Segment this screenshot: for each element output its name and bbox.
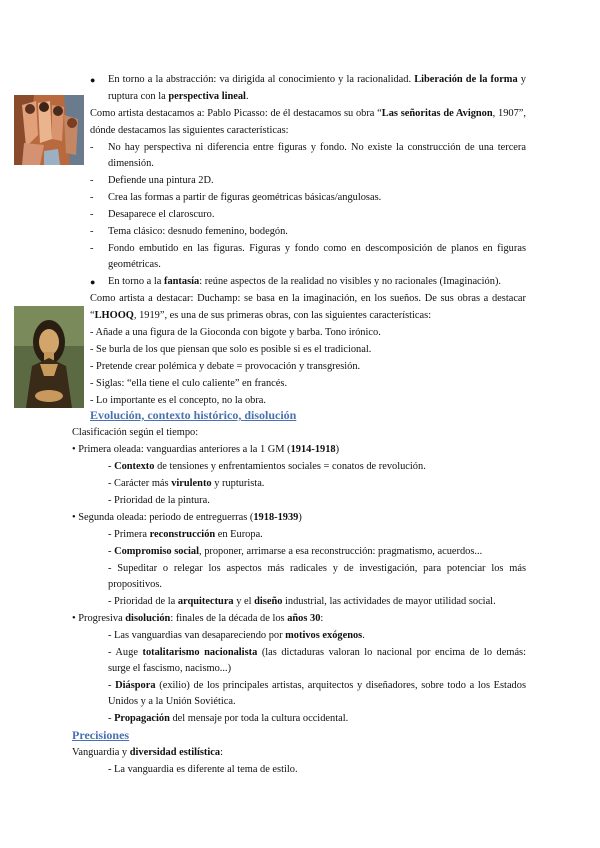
first-wave-item-2 [108,477,264,490]
picasso-feature-1b: dimensión. [108,158,154,169]
text: En torno a la abstracción: va dirigida al conocimiento y la racionalidad. [108,74,415,85]
text: (exilio) de los principales artistas, arquitectos y diseñadores, sobre todo a los Estados [155,680,526,691]
bold-text: arquitectura [177,596,234,607]
text: ) [335,444,340,455]
bullet-icon: ● [90,75,96,85]
text: - Auge [108,647,143,658]
duchamp-intro-line: Como artista a destacar: Duchamp: se basa en la imaginación, en los sueños. De sus obras a destacar [90,293,526,304]
bold-text: diseño [254,596,283,607]
bold-text: motivos exógenos [285,630,363,641]
text: - [108,546,115,557]
fantasy-line-1 [108,275,501,288]
dissolution-title [72,612,323,625]
first-wave-item-3 [108,494,210,507]
second-wave-item-2 [108,545,482,558]
text: - [108,461,115,472]
text: y [517,74,526,85]
dissolution-item-3a [108,679,526,692]
dash-marker: - [90,243,94,254]
text: (las dictaduras valoran lo nacional por encima de lo demás: [257,647,526,658]
picasso-feature-6b: geométricas. [108,259,161,270]
dissolution-item-1 [108,629,365,642]
picasso-features-intro: dónde destacamos las siguientes características: [90,125,289,136]
bullet-icon: ● [90,277,96,287]
bold-text: reconstrucción [149,529,216,540]
text: • Segunda oleada: periodo de entreguerras ( [72,512,254,523]
text: - Primera [108,529,150,540]
bold-text: Diáspora [115,680,156,691]
bold-text: perspectiva lineal [168,91,246,102]
dissolution-item-3b: Unidos y a la Unión Soviética. [108,696,236,707]
text: , 1907”, [492,108,527,119]
bold-text: Compromiso social [114,546,200,557]
text: - Carácter más [108,478,172,489]
dissolution-item-2a [108,646,526,659]
lhooq-feature-2: - Se burla de los que piensan que solo es posible si es el tradicional. [90,344,372,355]
bold-text: Las señoritas de Avignon [381,108,493,119]
lhooq-feature-5: - Lo importante es el concepto, no la obra. [90,395,267,406]
text: y rupturista. [211,478,265,489]
second-wave-item-1 [108,528,263,541]
text: - Prioridad de la pintura. [108,495,210,506]
text: • Progresiva [72,613,126,624]
text: Vanguardia y [72,747,130,758]
first-wave-item-1 [108,460,426,473]
picasso-feature-1a: No hay perspectiva ni diferencia entre figuras y fondo. No existe la construcción de una tercera [108,142,526,153]
text: En torno a la [108,276,164,287]
text: ) [298,512,302,523]
bold-text: Contexto [114,461,155,472]
lhooq-line [90,309,431,322]
text: del mensaje por toda la cultura occidental. [169,713,349,724]
picasso-feature-3: Crea las formas a partir de figuras geométricas básicas/angulosas. [108,192,382,203]
demoiselles-painting-image [14,95,84,165]
dash-marker: - [90,209,94,220]
precisions-heading: Precisiones [72,728,130,742]
dash-marker: - [90,142,94,153]
text: ruptura con la [108,91,169,102]
text: , proponer, arrimarse a esa reconstrucción: pragmatismo, acuerdos... [199,546,483,557]
mona-lisa-image [14,306,84,408]
precisions-line-1 [72,746,223,759]
text: : [220,747,223,758]
bold-text: LHOOQ [94,310,134,321]
second-wave-item-3a: - Supeditar o relegar los aspectos más radicales y de investigación, para potenciar los más [108,563,526,574]
bold-text: disolución [125,613,171,624]
dash-marker: - [90,175,94,186]
text: , 1919”, es una de sus primeras obras, con las siguientes características: [133,310,432,321]
text: : reúne aspectos de la realidad no visibles y no racionales (Imaginación). [199,276,501,287]
text: - [108,680,116,691]
picasso-feature-6a: Fondo embutido en las figuras. Figuras y fondo como en descomposición de planos en figuras [108,243,526,254]
bold-text: 1918-1939 [253,512,299,523]
first-wave-title [72,443,339,456]
dissolution-item-4 [108,712,348,725]
bold-text: totalitarismo nacionalista [142,647,258,658]
abstraction-line-2 [108,90,249,103]
text: en Europa. [215,529,263,540]
text: • Primera oleada: vanguardias anteriores a la 1 GM ( [72,444,291,455]
second-wave-item-4 [108,595,496,608]
bold-text: Liberación de la forma [414,74,518,85]
text: . [245,91,249,102]
second-wave-item-3b: propositivos. [108,579,162,590]
bold-text: años 30 [287,613,321,624]
text: - Las vanguardias van desapareciendo por [108,630,286,641]
text: . [362,630,365,641]
text: : finales de la década de los [170,613,288,624]
lhooq-feature-4: - Siglas: “ella tiene el culo caliente” en francés. [90,378,288,389]
bold-text: fantasía [163,276,200,287]
text: - [108,713,115,724]
text: “ [90,310,95,321]
bold-text: diversidad estilística [129,747,221,758]
picasso-feature-4: Desaparece el claroscuro. [108,209,215,220]
bold-text: 1914-1918 [290,444,336,455]
text: de tensiones y enfrentamientos sociales = conatos de revolución. [154,461,426,472]
bold-text: virulento [171,478,212,489]
bold-text: Propagación [114,713,170,724]
evolution-heading: Evolución, contexto histórico, disolución [90,408,297,422]
dash-marker: - [90,192,94,203]
text: Como artista destacamos a: Pablo Picasso: de él destacamos su obra “ [90,108,382,119]
second-wave-title [72,511,302,524]
picasso-feature-2: Defiende una pintura 2D. [108,175,214,186]
lhooq-feature-1: - Añade a una figura de la Gioconda con bigote y barba. Tono irónico. [90,327,381,338]
precisions-line-2: - La vanguardia es diferente al tema de estilo. [108,764,298,775]
classification-intro: Clasificación según el tiempo: [72,427,199,438]
picasso-intro-line [90,107,526,120]
text: industrial, las actividades de mayor utilidad social. [282,596,496,607]
text: : [320,613,324,624]
picasso-feature-5: Tema clásico: desnudo femenino, bodegón. [108,226,288,237]
lhooq-feature-3: - Pretende crear polémica y debate = provocación y transgresión. [90,361,361,372]
dash-marker: - [90,226,94,237]
text: - Prioridad de la [108,596,178,607]
dissolution-item-2b: surge el fascismo, nacismo...) [108,663,232,674]
text: y el [233,596,255,607]
abstraction-line-1 [108,73,526,86]
